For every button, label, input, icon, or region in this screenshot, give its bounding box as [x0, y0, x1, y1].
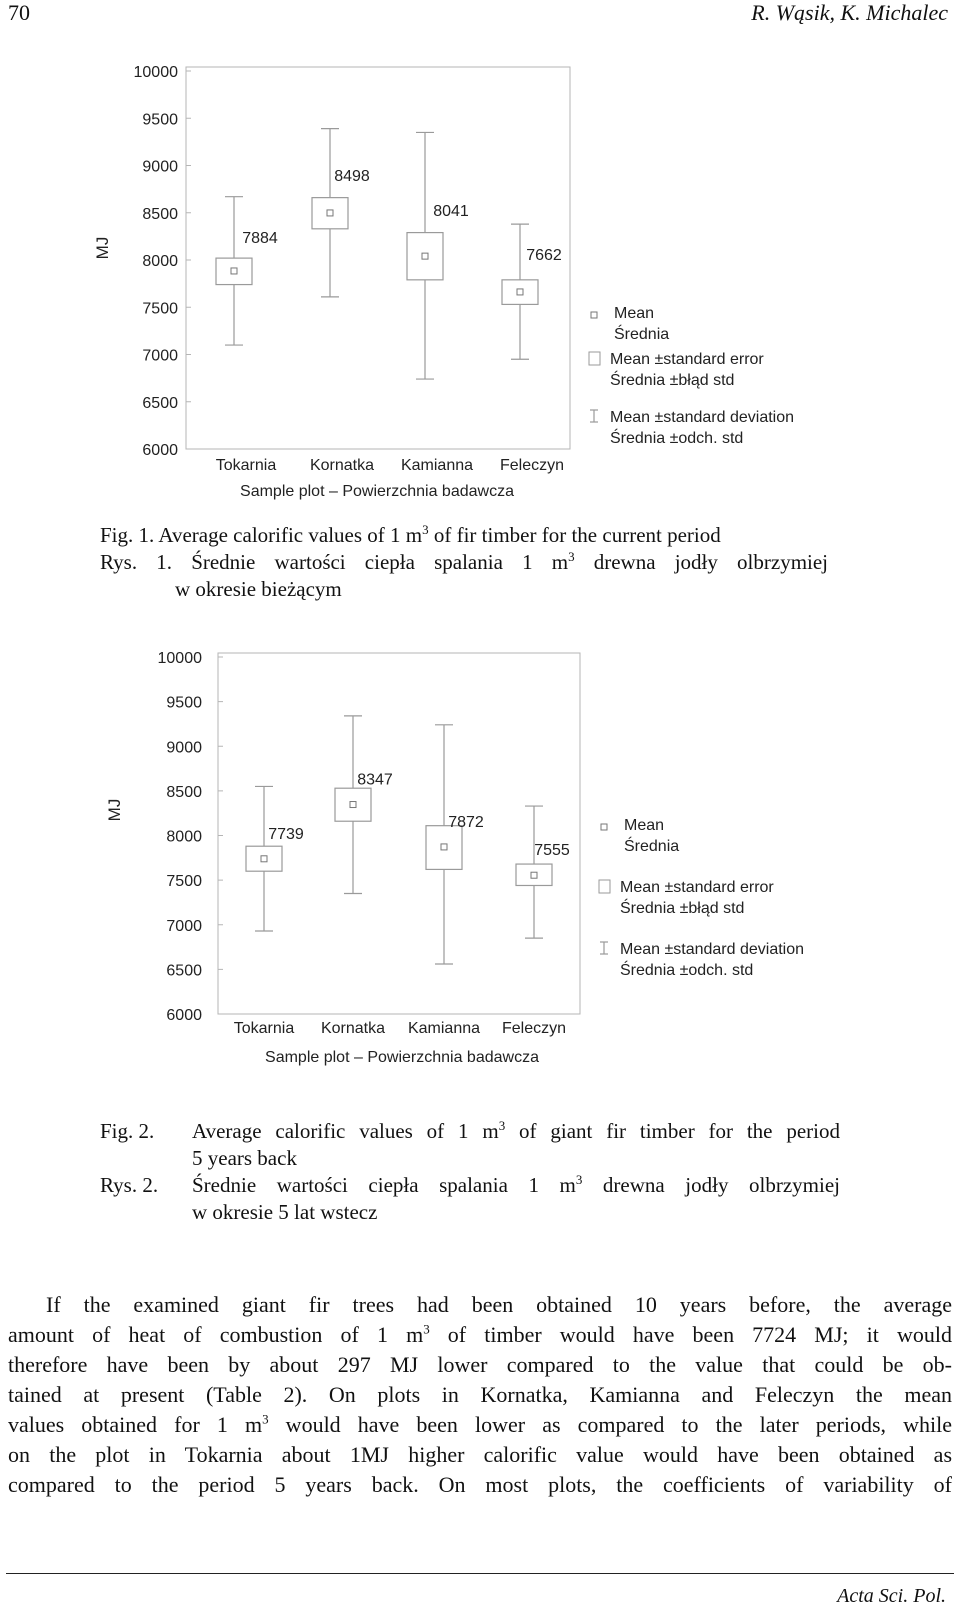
footer-rule: [6, 1573, 954, 1574]
category-label: Kamianna: [407, 1020, 481, 1037]
legend-label: Średnia ±odch. std: [610, 430, 744, 447]
figure-1-caption-pl: [100, 549, 828, 576]
category-label: Tokarnia: [215, 457, 277, 474]
page-number: 70: [8, 0, 30, 25]
caption-label: Fig. 2.: [100, 1119, 155, 1143]
body-paragraph: [8, 1290, 952, 1500]
mean-marker: [441, 844, 447, 850]
mean-value-label: 8498: [334, 167, 370, 185]
body-line: tained at present (Table 2). On plots in Kornatka, Kamianna and Feleczyn the mean: [8, 1382, 952, 1407]
legend-mean-icon: [601, 824, 607, 830]
caption-superscript: 3: [568, 549, 575, 564]
caption-text-rest: drewna jodły olbrzymiej: [582, 1173, 840, 1197]
y-tick-label: 9500: [142, 111, 178, 129]
legend-label: Mean ±standard deviation: [610, 409, 795, 426]
mean-marker: [531, 872, 537, 878]
mean-marker: [327, 210, 333, 216]
body-superscript: 3: [262, 1411, 269, 1427]
x-axis-label: Sample plot – Powierzchnia badawcza: [265, 1049, 539, 1066]
legend-label: Mean: [624, 817, 665, 834]
caption-text-rest: drewna jodły olbrzymiej: [574, 550, 829, 574]
y-tick-label: 6000: [166, 1007, 202, 1024]
legend-label: Średnia: [624, 838, 680, 855]
y-tick-label: 10000: [133, 64, 178, 81]
figure-2-caption-en: [192, 1118, 840, 1145]
body-superscript: 3: [423, 1321, 430, 1337]
legend-label: Średnia ±błąd std: [610, 372, 735, 389]
mean-value-label: 8041: [433, 203, 469, 221]
caption-label: Fig. 1.: [100, 523, 155, 547]
caption-text: Average calorific values of 1 m: [192, 1119, 499, 1143]
y-tick-label: 9500: [166, 694, 202, 712]
figure-1-caption: [100, 522, 840, 603]
y-tick-label: 8000: [166, 828, 202, 846]
figure-2-caption-pl-line2: w okresie 5 lat wstecz: [192, 1200, 378, 1224]
mean-value-label: 8347: [357, 771, 393, 789]
category-label: Kamianna: [400, 457, 474, 474]
legend-label: Mean ±standard deviation: [620, 941, 805, 958]
mean-marker: [517, 289, 523, 295]
y-axis-label: MJ: [105, 798, 124, 822]
category-label: Feleczyn: [501, 1020, 567, 1037]
y-tick-label: 6000: [142, 442, 178, 459]
y-tick-label: 10000: [157, 650, 202, 667]
legend-label: Średnia ±odch. std: [620, 962, 754, 979]
mean-value-label: 7662: [526, 246, 562, 264]
y-tick-label: 7000: [142, 347, 178, 365]
caption-text: Średnie wartości ciepła spalania 1 m: [192, 1173, 576, 1197]
figure-2-caption: [100, 1118, 840, 1226]
legend-label: Mean ±standard error: [620, 879, 774, 896]
figure-1-caption-en: [100, 522, 840, 549]
caption-superscript: 3: [575, 1172, 583, 1187]
mean-value-label: 7555: [534, 842, 570, 860]
figure-2-chart: [0, 640, 960, 1090]
x-axis-label: Sample plot – Powierzchnia badawcza: [240, 483, 514, 500]
caption-label: Rys. 2.: [100, 1173, 159, 1197]
legend-label: Mean: [614, 305, 655, 322]
caption-text-rest: of fir timber for the current period: [428, 523, 721, 547]
y-tick-label: 9000: [142, 158, 178, 176]
category-label: Tokarnia: [233, 1020, 295, 1037]
y-tick-label: 6500: [142, 394, 178, 412]
figure-2-caption-pl: [192, 1172, 840, 1199]
mean-value-label: 7872: [448, 813, 484, 831]
mean-marker: [261, 856, 267, 862]
y-tick-label: 8500: [166, 783, 202, 801]
legend-label: Średnia ±błąd std: [620, 900, 745, 917]
legend-label: Średnia: [614, 326, 670, 343]
category-label: Feleczyn: [499, 457, 565, 474]
mean-value-label: 7739: [268, 825, 304, 843]
y-tick-label: 7500: [166, 873, 202, 891]
category-label: Kornatka: [309, 457, 375, 474]
body-line: therefore have been by about 297 MJ lower compared to the value that could be ob-: [8, 1352, 952, 1377]
legend-mean-icon: [591, 312, 597, 318]
body-line: values obtained for 1 $m^3$ would have been lower as compared to the later periods, while: [8, 1411, 952, 1437]
running-head-authors: R. Wąsik, K. Michalec: [751, 0, 948, 25]
mean-marker: [231, 268, 237, 274]
figure-1-chart: [0, 0, 960, 520]
body-line: on the plot in Tokarnia about 1MJ higher calorific value would have been obtained as: [8, 1442, 952, 1467]
y-tick-label: 7500: [142, 300, 178, 318]
legend-se-icon: [589, 352, 600, 365]
y-tick-label: 6500: [166, 962, 202, 980]
figure-2-caption-en-line2: 5 years back: [192, 1146, 297, 1170]
y-tick-label: 8500: [142, 205, 178, 223]
caption-text-rest: of giant fir timber for the period: [505, 1119, 840, 1143]
body-line: compared to the period 5 years back. On most plots, the coefficients of variability of: [8, 1472, 952, 1497]
legend-se-icon: [599, 880, 610, 893]
body-line: amount of heat of combustion of 1 $m^3$ of timber would have been 7724 MJ; it would: [8, 1321, 952, 1347]
mean-marker: [422, 253, 428, 259]
caption-label: Rys. 1.: [100, 550, 173, 574]
caption-text: Average calorific values of 1 m: [158, 523, 423, 547]
body-line: If the examined giant fir trees had been obtained 10 years before, the average: [46, 1292, 952, 1317]
caption-superscript: 3: [498, 1118, 506, 1133]
caption-text: Średnie wartości ciepła spalania 1 m: [191, 550, 569, 574]
footer-journal: Acta Sci. Pol.: [837, 1585, 946, 1607]
y-tick-label: 7000: [166, 917, 202, 935]
mean-marker: [350, 802, 356, 808]
category-label: Kornatka: [320, 1020, 386, 1037]
figure-1-caption-pl-line2: w okresie bieżącym: [175, 577, 342, 601]
y-tick-label: 9000: [166, 739, 202, 757]
caption-superscript: 3: [422, 522, 429, 537]
y-axis-label: MJ: [93, 236, 112, 260]
legend-label: Mean ±standard error: [610, 351, 764, 368]
mean-value-label: 7884: [242, 229, 278, 247]
y-tick-label: 8000: [142, 253, 178, 270]
